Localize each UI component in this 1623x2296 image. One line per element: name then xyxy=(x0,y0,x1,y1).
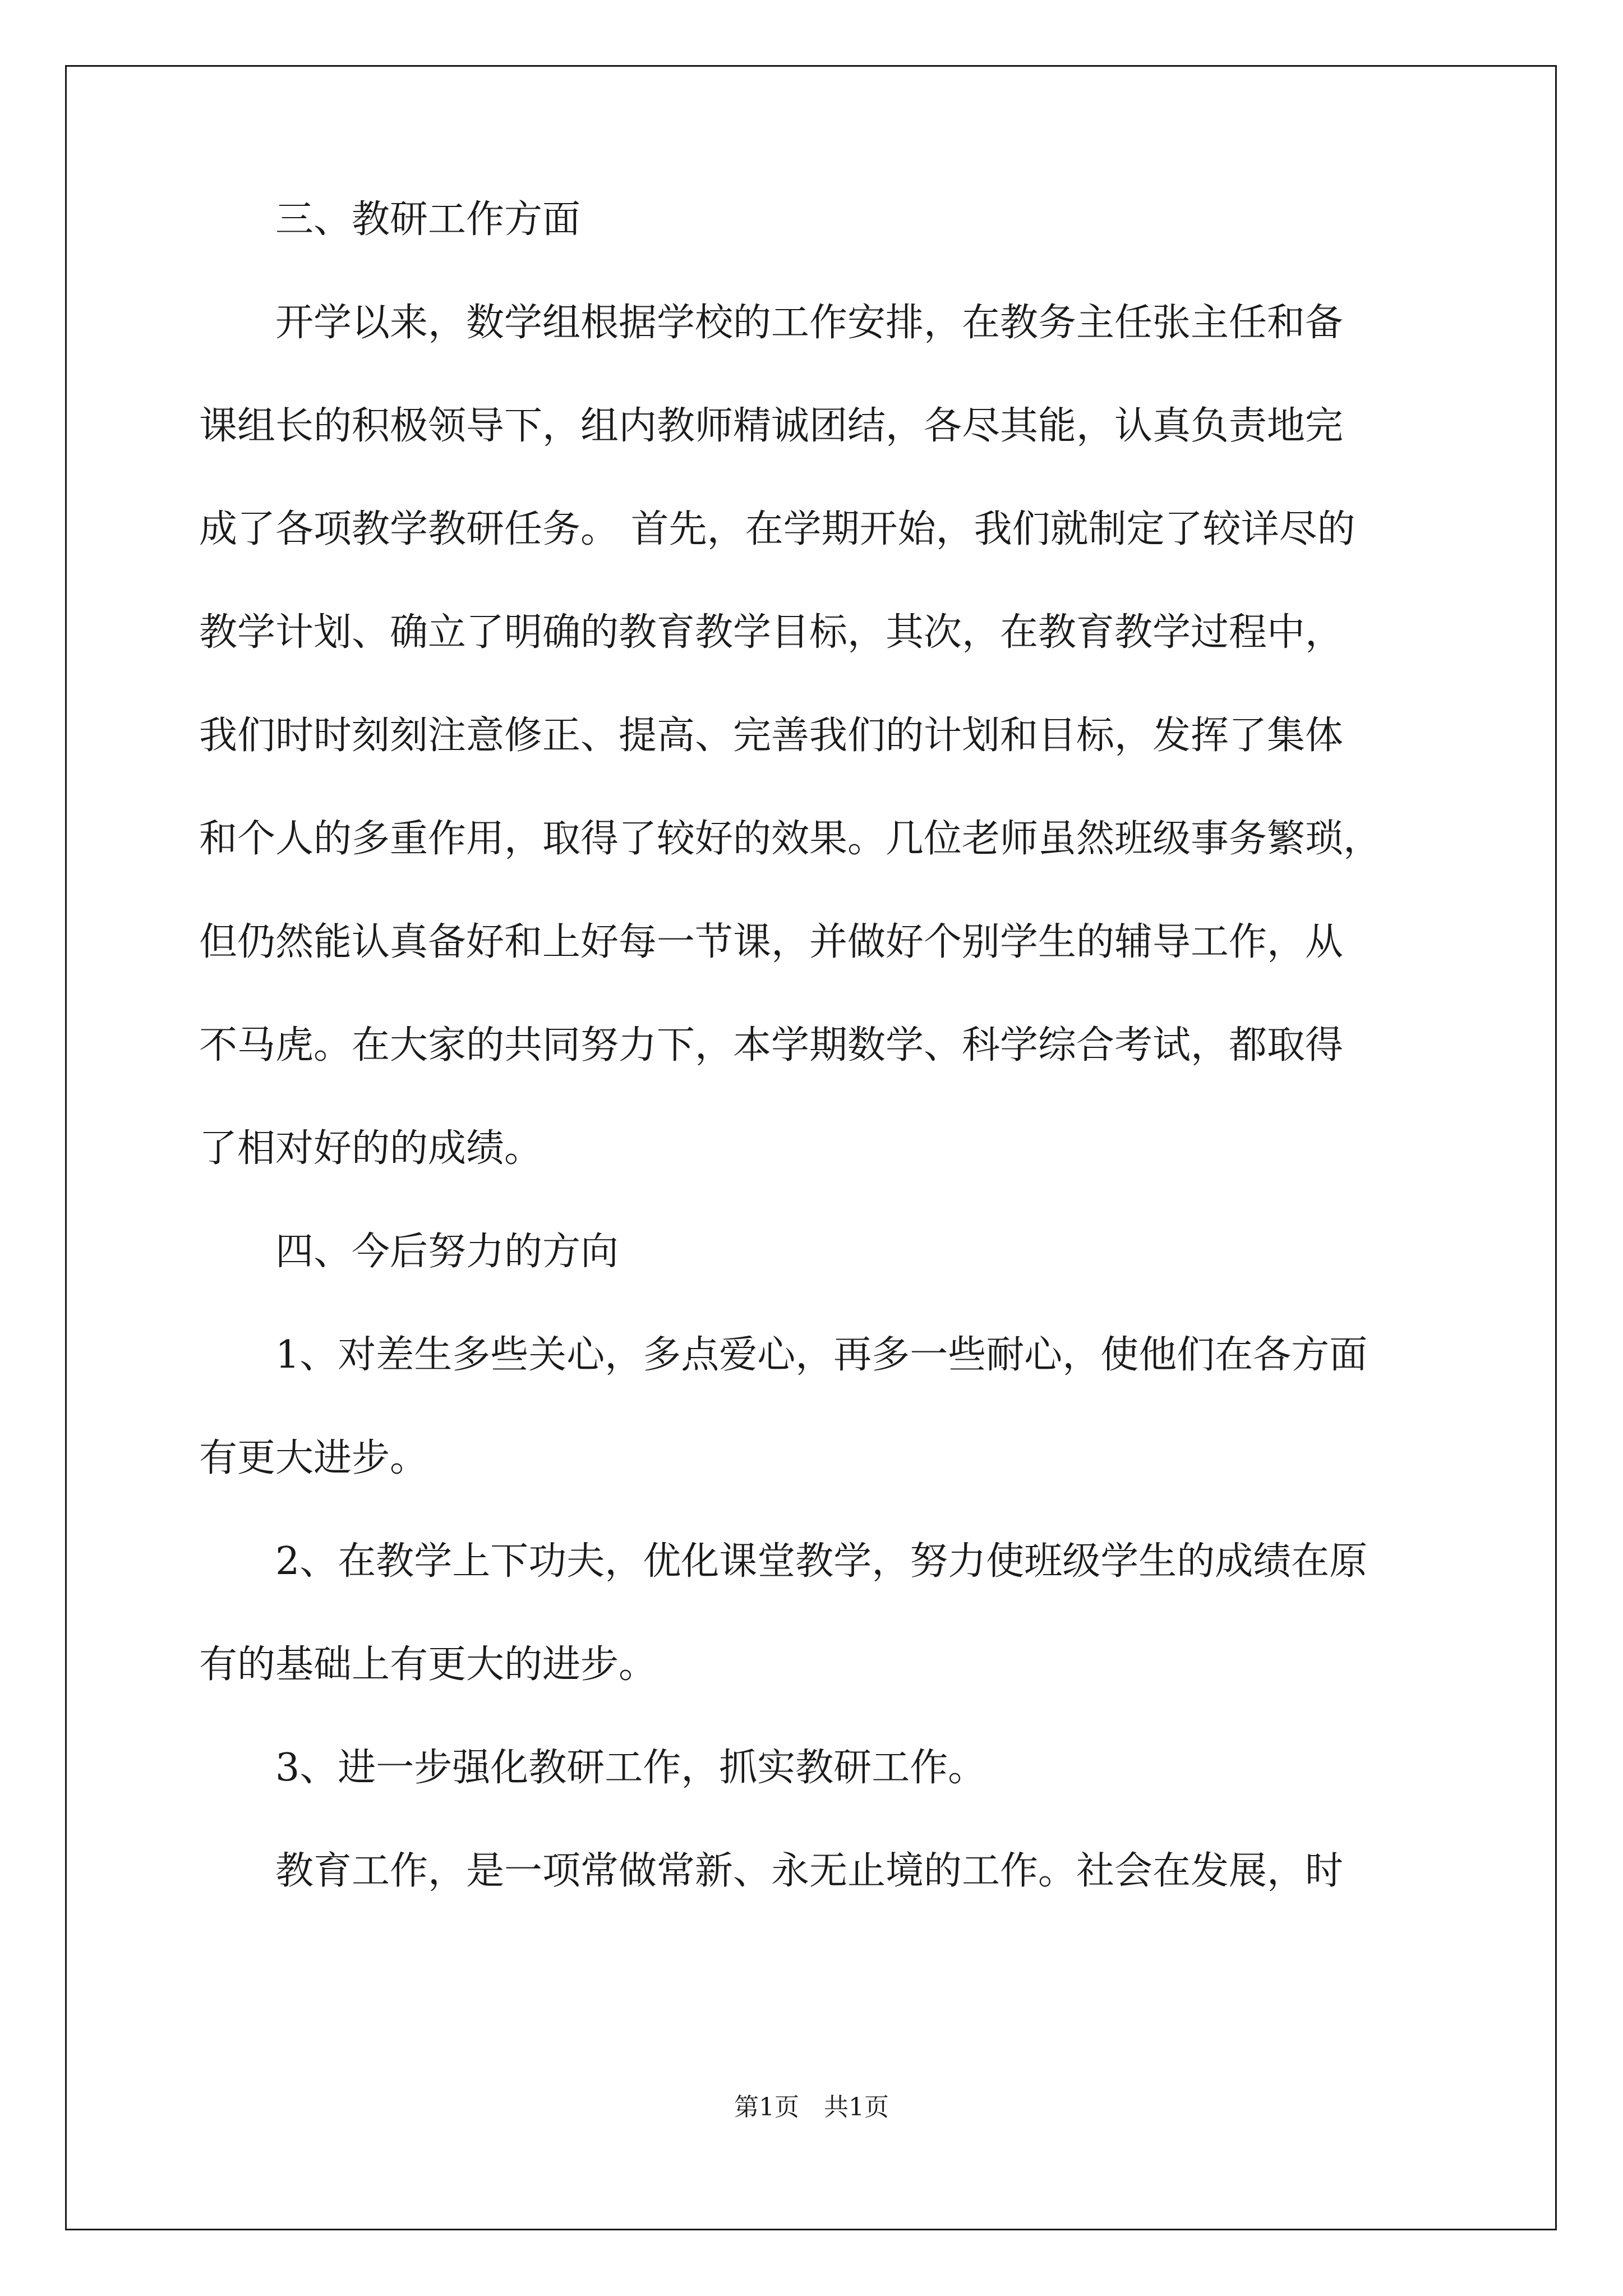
text-line: 开学以来，数学组根据学校的工作安排，在教务主任张主任和备 xyxy=(275,301,1344,345)
text-line: 了相对好的的成绩。 xyxy=(199,1126,543,1171)
text-line: 2、在教学上下功夫，优化课堂教学，努力使班级学生的成绩在原 xyxy=(275,1539,1368,1584)
page-footer: 第1页 共1页 xyxy=(734,2093,889,2122)
text-line: 但仍然能认真备好和上好每一节课，并做好个别学生的辅导工作，从 xyxy=(199,920,1344,964)
text-line: 和个人的多重作用，取得了较好的效果。几位老师虽然班级事务繁琐， xyxy=(199,817,1382,861)
text-line: 1、对差生多些关心，多点爱心，再多一些耐心，使他们在各方面 xyxy=(275,1333,1368,1377)
text-line: 我们时时刻刻注意修正、提高、完善我们的计划和目标，发挥了集体 xyxy=(199,714,1344,758)
document-body xyxy=(199,168,1438,1923)
text-line: 教学计划、确立了明确的教育教学目标，其次，在教育教学过程中， xyxy=(199,610,1344,655)
text-line: 不马虎。在大家的共同努力下，本学期数学、科学综合考试，都取得 xyxy=(199,1023,1344,1068)
text-line: 3、进一步强化教研工作，抓实教研工作。 xyxy=(275,1746,986,1790)
text-line: 三、教研工作方面 xyxy=(275,197,581,242)
text-line: 教育工作，是一项常做常新、永无止境的工作。社会在发展，时 xyxy=(275,1849,1344,1893)
text-line: 课组长的积极领导下，组内教师精诚团结，各尽其能，认真负责地完 xyxy=(199,404,1344,448)
text-line: 有的基础上有更大的进步。 xyxy=(199,1642,657,1687)
text-line: 四、今后努力的方向 xyxy=(275,1230,619,1274)
text-line: 有更大进步。 xyxy=(199,1436,428,1480)
text-line: 成了各项教学教研任务。 首先，在学期开始，我们就制定了较详尽的 xyxy=(199,507,1355,551)
